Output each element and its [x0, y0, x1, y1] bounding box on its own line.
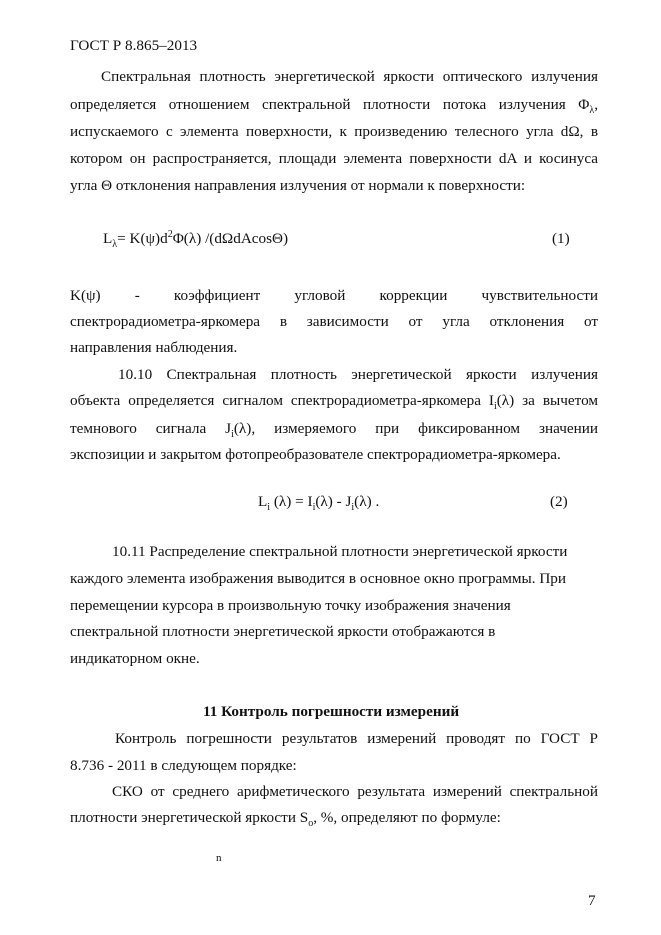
paragraph-line: K(ψ) - коэффициент угловой коррекции чувствительности: [70, 287, 598, 304]
text-run: темнового сигнала J: [70, 420, 232, 437]
paragraph-line: [70, 420, 598, 441]
formula-text: (λ) = I: [270, 493, 313, 510]
text-run: (λ), измеряемого при фиксированном значении: [233, 420, 598, 437]
subscript: o: [308, 818, 314, 830]
paragraph-line: индикаторном окне.: [70, 650, 200, 667]
page-number: 7: [588, 892, 596, 909]
subscript: i: [231, 429, 234, 441]
formula-1-number: (1): [552, 230, 570, 247]
subscript: i: [493, 401, 497, 413]
paragraph-line: 10.10 Спектральная плотность энергетической яркости излучения: [118, 366, 598, 383]
text-run: плотности энергетической яркости S: [70, 809, 309, 826]
paragraph-line: спектральной плотности энергетической яркости отображаются в: [70, 623, 496, 640]
paragraph-line: котором он распространяется, площади элемента поверхности dA и косинуса: [70, 150, 598, 167]
text-run: ,: [594, 96, 598, 113]
paragraph-line: спектрорадиометра-яркомера в зависимости от угла отклонения от: [70, 313, 598, 330]
paragraph-line: угла Θ отклонения направления излучения от нормали к поверхности:: [70, 177, 526, 194]
document-code: ГОСТ Р 8.865–2013: [70, 37, 198, 54]
paragraph-line: Контроль погрешности результатов измерений проводят по ГОСТ Р: [115, 730, 598, 747]
paragraph-line: [70, 392, 598, 413]
text-run: определяется отношением спектральной плотности потока излучения Φ: [70, 96, 590, 113]
formula-2-number: (2): [550, 493, 568, 510]
paragraph-line: перемещении курсора в произвольную точку изображения значения: [70, 597, 511, 614]
formula-text: (λ) .: [354, 493, 380, 510]
formula-1: [103, 228, 289, 251]
paragraph-line: каждого элемента изображения выводится в основное окно программы. При: [70, 570, 567, 587]
formula-fragment: n: [216, 852, 222, 864]
paragraph-line: Спектральная плотность энергетической яркости оптического излучения: [101, 68, 598, 85]
paragraph-line: 10.11 Распределение спектральной плотности энергетической яркости: [112, 543, 568, 560]
subscript: λ: [589, 105, 595, 117]
subscript: i: [312, 502, 316, 514]
paragraph-line: направления наблюдения.: [70, 339, 238, 356]
text-run: , %, определяют по формуле:: [313, 809, 501, 826]
paragraph-line: экспозиции и закрытом фотопреобразователе спектрорадиометра-яркомера.: [70, 446, 561, 463]
paragraph-line: [70, 809, 598, 830]
subscript: i: [267, 502, 271, 514]
paragraph-line: 8.736 - 2011 в следующем порядке:: [70, 757, 297, 774]
formula-text: Φ(λ) /(dΩdAcosΘ): [172, 230, 289, 247]
section-heading: 11 Контроль погрешности измерений: [203, 703, 460, 720]
formula-text: = K(ψ)d: [117, 230, 168, 247]
subscript: i: [351, 502, 355, 514]
paragraph-line: [70, 96, 598, 117]
formula-2: [258, 493, 380, 514]
paragraph-line: испускаемого с элемента поверхности, к произведению телесного угла dΩ, в: [70, 123, 598, 140]
text-run: объекта определяется сигналом спектрорадиометра-яркомера I: [70, 392, 494, 409]
subscript: λ: [112, 239, 118, 251]
paragraph-line: СКО от среднего арифметического результата измерений спектральной: [112, 783, 598, 800]
text-run: (λ) за вычетом: [496, 392, 598, 409]
formula-text: L: [258, 493, 268, 510]
formula-text: L: [103, 230, 113, 247]
superscript: 2: [167, 228, 173, 240]
formula-text: (λ) ‐ J: [315, 493, 352, 510]
